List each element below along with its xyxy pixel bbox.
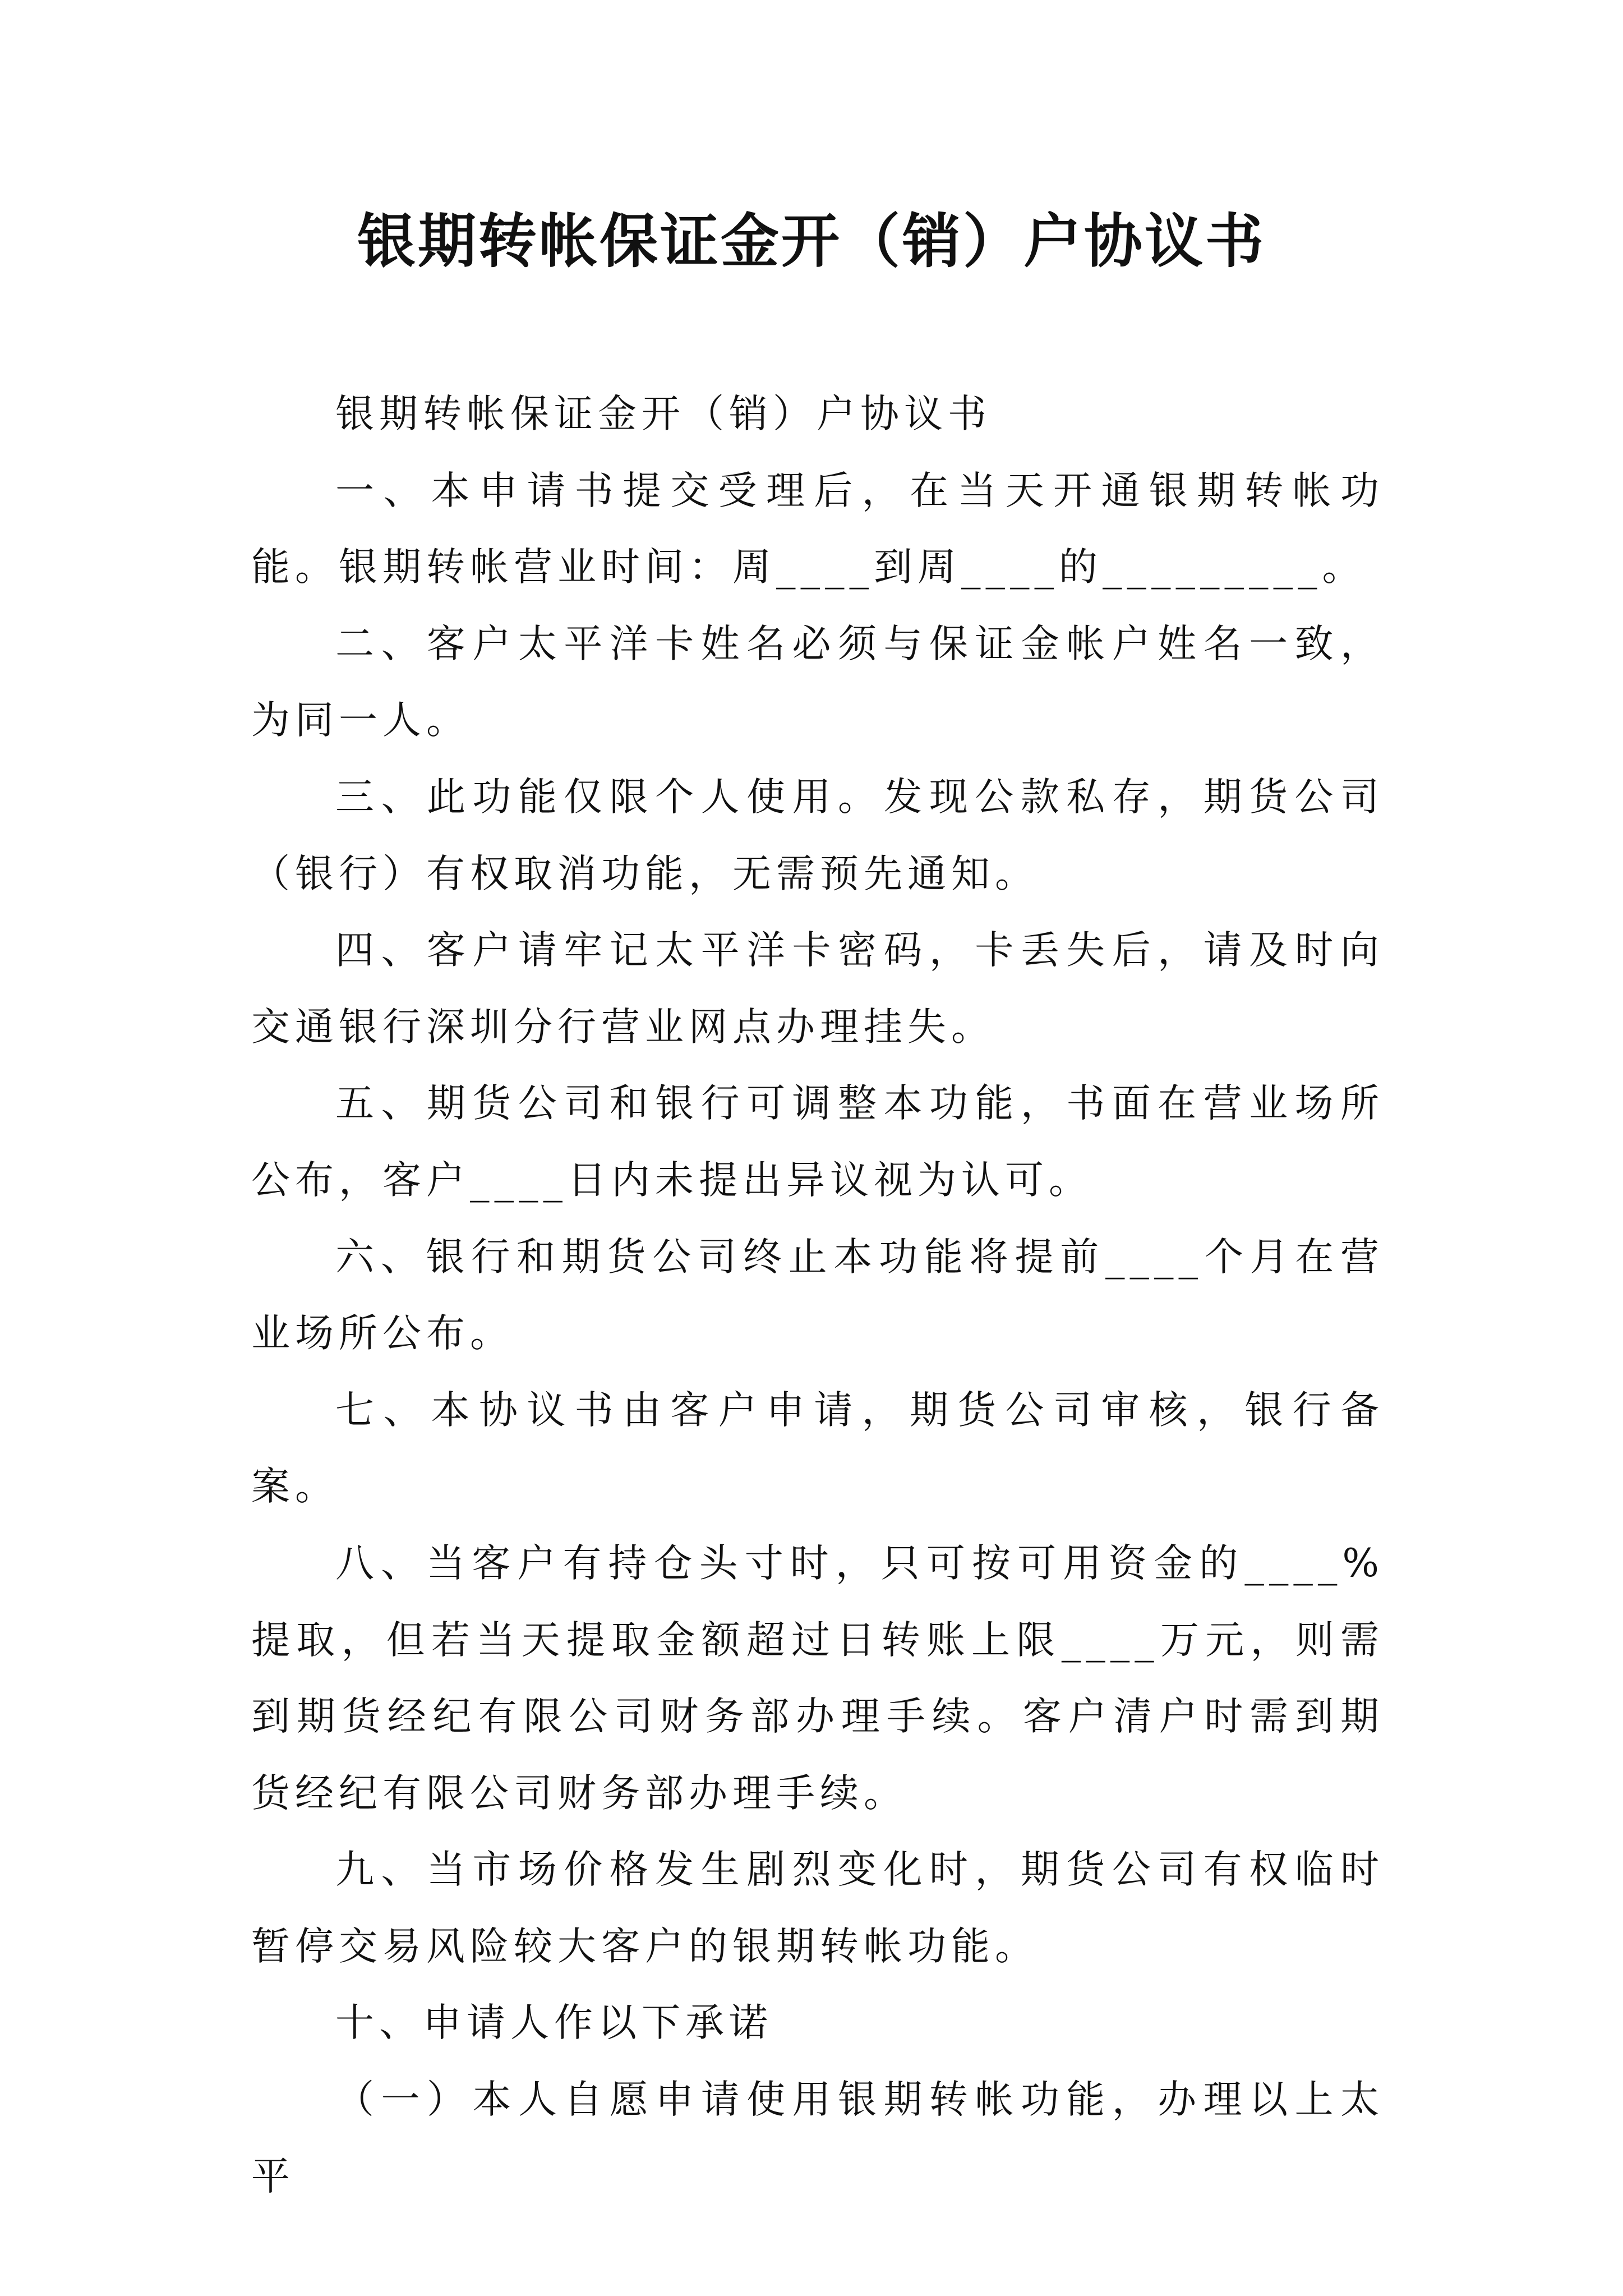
paragraph-clause-5: 五、期货公司和银行可调整本功能，书面在营业场所公布，客户____日内未提出异议视为认可。 (251, 1081, 1384, 1203)
paragraph-heading: 银期转帐保证金开（销）户协议书 (335, 392, 992, 436)
paragraph-clause-3: 三、此功能仅限个人使用。发现公款私存，期货公司（银行）有权取消功能，无需预先通知。 (251, 774, 1384, 896)
paragraph-clause-6: 六、银行和期货公司终止本功能将提前____个月在营业场所公布。 (251, 1234, 1384, 1356)
paragraph-clause-9: 九、当市场价格发生剧烈变化时，期货公司有权临时暂停交易风险较大客户的银期转帐功能。 (251, 1847, 1384, 1969)
paragraph-clause-8: 八、当客户有持仓头寸时，只可按可用资金的____%提取，但若当天提取金额超过日转账上限____万元，则需到期货经纪有限公司财务部办理手续。客户清户时需到期货经纪有限公司财务部办理手续。 (251, 1540, 1384, 1816)
paragraph-clause-10: 十、申请人作以下承诺 (335, 2000, 773, 2046)
paragraph-clause-7: 七、本协议书由客户申请，期货公司审核，银行备案。 (251, 1387, 1384, 1510)
paragraph-clause-2: 二、客户太平洋卡姓名必须与保证金帐户姓名一致，为同一人。 (251, 621, 1384, 743)
paragraph-clause-1: 一、本申请书提交受理后，在当天开通银期转帐功能。银期转帐营业时间：周____到周____的_________。 (251, 468, 1384, 590)
document-body (251, 376, 1384, 2215)
document-title: 银期转帐保证金开（销）户协议书 (357, 207, 1266, 275)
paragraph-clause-4: 四、客户请牢记太平洋卡密码，卡丢失后，请及时向交通银行深圳分行营业网点办理挂失。 (251, 928, 1384, 1050)
paragraph-commitment-1: （一）本人自愿申请使用银期转帐功能，办理以上太平 (251, 2077, 1384, 2199)
